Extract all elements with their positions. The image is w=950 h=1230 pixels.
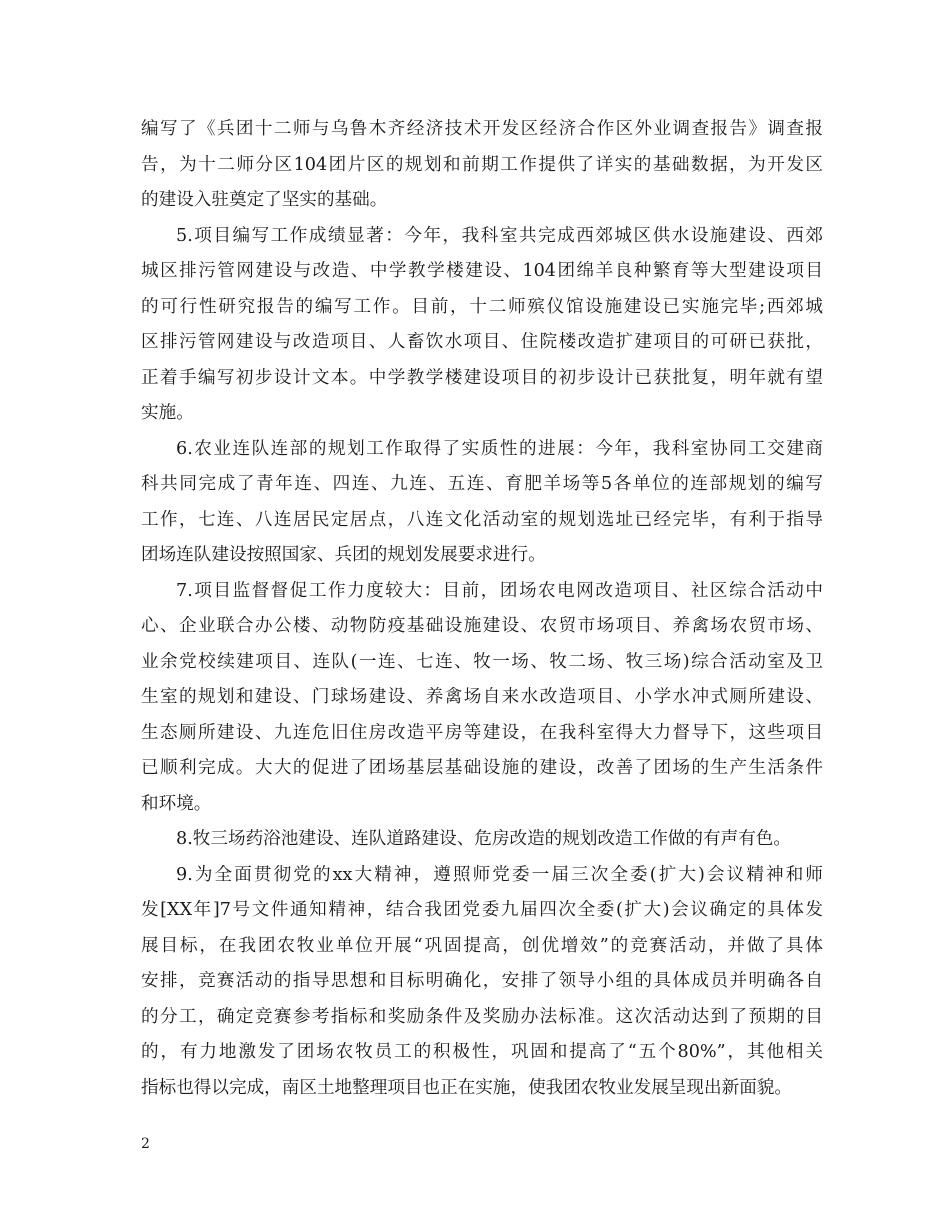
text-line: 心、企业联合办公楼、动物防疫基础设施建设、农贸市场项目、养禽场农贸市场、 — [141, 616, 823, 636]
paragraph-continuation — [141, 112, 823, 219]
text-line: 告，为十二师分区104团片区的规划和前期工作提供了详实的基础数据，为开发区 — [141, 154, 823, 175]
text-line: 区排污管网建设与改造项目、人畜饮水项目、住院楼改造扩建项目的可研已获批， — [141, 332, 823, 352]
paragraph-item-5 — [141, 219, 823, 432]
text-line: 实施。 — [141, 403, 194, 423]
text-line: 9.为全面贯彻党的xx大精神，遵照师党委一届三次全委(扩大)会议精神和师 — [176, 864, 823, 885]
paragraph-item-9 — [141, 858, 823, 1107]
text-line: 生室的规划和建设、门球场建设、养禽场自来水改造项目、小学水冲式厕所建设、 — [141, 687, 823, 707]
text-line: 5.项目编写工作成绩显著：今年，我科室共完成西郊城区供水设施建设、西郊 — [176, 225, 823, 246]
text-line: 科共同完成了青年连、四连、九连、五连、育肥羊场等5各单位的连部规划的编写 — [141, 474, 823, 494]
text-line: 生态厕所建设、九连危旧住房改造平房等建设，在我科室得大力督导下，这些项目 — [141, 722, 823, 743]
text-line: 的可行性研究报告的编写工作。目前，十二师殡仪馆设施建设已实施完毕;西郊城 — [141, 296, 823, 317]
document-body — [141, 112, 823, 1106]
text-line: 正着手编写初步设计文本。中学教学楼建设项目的初步设计已获批复，明年就有望 — [141, 367, 823, 388]
text-line: 的，有力地激发了团场农牧员工的积极性，巩固和提高了“五个80%”，其他相关 — [141, 1042, 823, 1062]
page-number: 2 — [141, 1136, 150, 1152]
paragraph-item-6 — [141, 432, 823, 574]
text-line: 8.牧三场药浴池建设、连队道路建设、危房改造的规划改造工作做的有声有色。 — [176, 829, 791, 849]
text-line: 已顺利完成。大大的促进了团场基层基础设施的建设，改善了团场的生产生活条件 — [141, 758, 823, 778]
text-line: 编写了《兵团十二师与乌鲁木齐经济技术开发区经济合作区外业调查报告》调查报 — [141, 119, 823, 139]
paragraph-item-8 — [141, 822, 823, 858]
text-line: 7.项目监督督促工作力度较大：目前，团场农电网改造项目、社区综合活动中 — [176, 580, 823, 601]
text-line: 安排，竞赛活动的指导思想和目标明确化，安排了领导小组的具体成员并明确各自 — [141, 971, 823, 991]
text-line: 业余党校续建项目、连队(一连、七连、牧一场、牧二场、牧三场)综合活动室及卫 — [141, 651, 823, 672]
text-line: 城区排污管网建设与改造、中学教学楼建设、104团绵羊良种繁育等大型建设项目 — [141, 261, 823, 281]
text-line: 展目标，在我团农牧业单位开展“巩固提高，创优增效”的竞赛活动，并做了具体 — [141, 935, 823, 956]
text-line: 和环境。 — [141, 793, 212, 814]
paragraph-item-7 — [141, 574, 823, 823]
text-line: 团场连队建设按照国家、兵团的规划发展要求进行。 — [141, 545, 546, 565]
text-line: 6.农业连队连部的规划工作取得了实质性的进展：今年，我科室协同工交建商 — [176, 438, 823, 459]
text-line: 工作，七连、八连居民定居点，八连文化活动室的规划选址已经完毕，有利于指导 — [141, 509, 823, 530]
text-line: 发[XX年]7号文件通知精神，结合我团党委九届四次全委(扩大)会议确定的具体发 — [141, 900, 823, 920]
text-line: 的建设入驻奠定了坚实的基础。 — [141, 190, 388, 210]
text-line: 指标也得以完成，南区土地整理项目也正在实施，使我团农牧业发展呈现出新面貌。 — [141, 1077, 792, 1098]
text-line: 的分工，确定竞赛参考指标和奖励条件及奖励办法标准。这次活动达到了预期的目 — [141, 1006, 823, 1027]
